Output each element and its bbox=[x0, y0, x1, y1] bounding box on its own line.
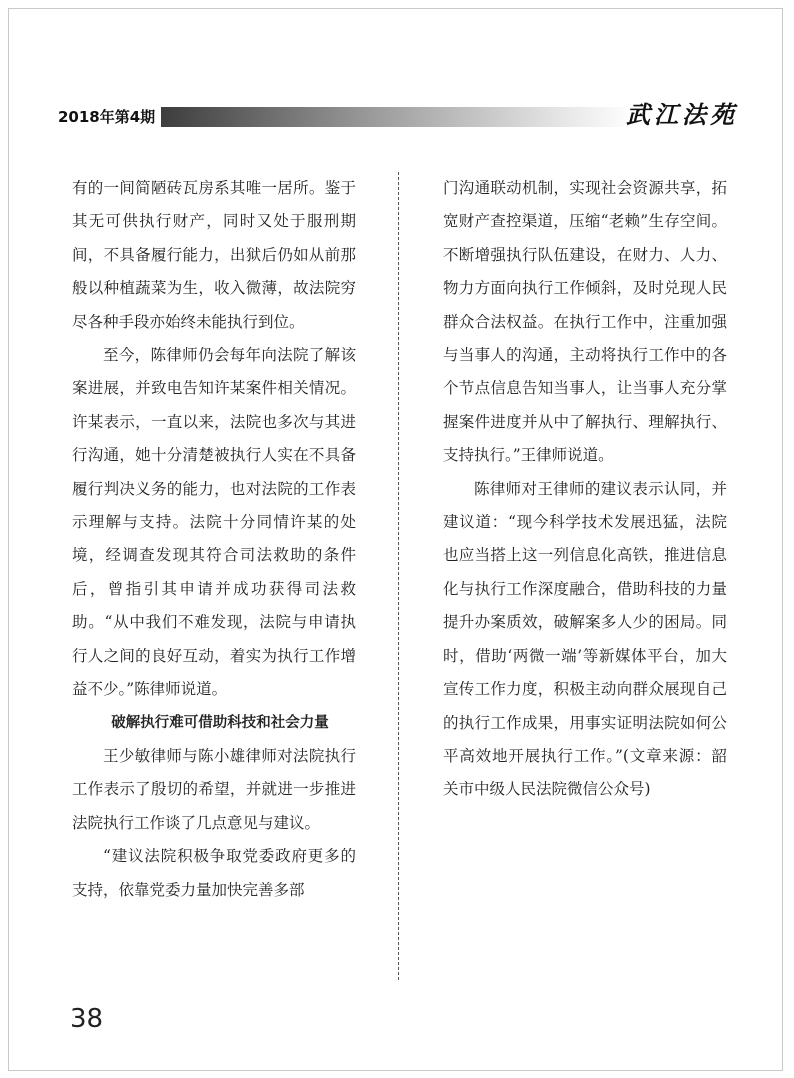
issue-label: 2018年第4期 bbox=[58, 105, 161, 129]
page-number: 38 bbox=[70, 1004, 104, 1034]
paragraph: 有的一间简陋砖瓦房系其唯一居所。鉴于其无可供执行财产，同时又处于服刑期间，不具备履行能力，出狱后仍如从前那般以种植蔬菜为生，收入微薄，故法院穷尽各种手段亦始终未能执行到位。 bbox=[72, 179, 356, 331]
column-divider bbox=[398, 172, 399, 980]
paragraph: 陈律师对王律师的建议表示认同，并建议道：“现今科学技术发展迅猛，法院也应当搭上这一列信息化高铁，推进信息化与执行工作深度融合，借助科技的力量提升办案质效，破解案多人少的困局。同时，借助‘两微一端’等新媒体平台，加大宣传工作力度，积极主动向群众展现自己的执行工作成果，用事实证明法院如何公平高效地开展执行工作。”(文章来源：韶关市中级人民法院微信公众号) bbox=[443, 479, 727, 799]
header-gradient-band bbox=[154, 107, 634, 127]
page-header bbox=[58, 100, 738, 131]
masthead-title: 武江法苑 bbox=[626, 100, 738, 129]
paragraph: 王少敏律师与陈小雄律师对法院执行工作表示了殷切的希望，并就进一步推进法院执行工作谈了几点意见与建议。 bbox=[72, 746, 356, 832]
left-column bbox=[72, 172, 356, 907]
section-subheading: 破解执行难可借助科技和社会力量 bbox=[111, 714, 329, 731]
paragraph: 至今，陈律师仍会每年向法院了解该案进展，并致电告知许某案件相关情况。许某表示，一直以来，法院也多次与其进行沟通，她十分清楚被执行人实在不具备履行判决义务的能力，也对法院的工作表示理解与支持。法院十分同情许某的处境，经调查发现其符合司法救助的条件后，曾指引其申请并成功获得司法救助。“从中我们不难发现，法院与申请执行人之间的良好互动，着实为执行工作增益不少。”陈律师说道。 bbox=[72, 346, 356, 699]
paragraph: “建议法院积极争取党委政府更多的支持，依靠党委力量加快完善多部 bbox=[72, 847, 356, 899]
right-column bbox=[443, 172, 727, 807]
paragraph: 门沟通联动机制，实现社会资源共享，拓宽财产查控渠道，压缩“老赖”生存空间。不断增强执行队伍建设，在财力、人力、物力方面向执行工作倾斜，及时兑现人民群众合法权益。在执行工作中，注重加强与当事人的沟通，主动将执行工作中的各个节点信息告知当事人，让当事人充分掌握案件进度并从中了解执行、理解执行、支持执行。”王律师说道。 bbox=[443, 179, 727, 465]
